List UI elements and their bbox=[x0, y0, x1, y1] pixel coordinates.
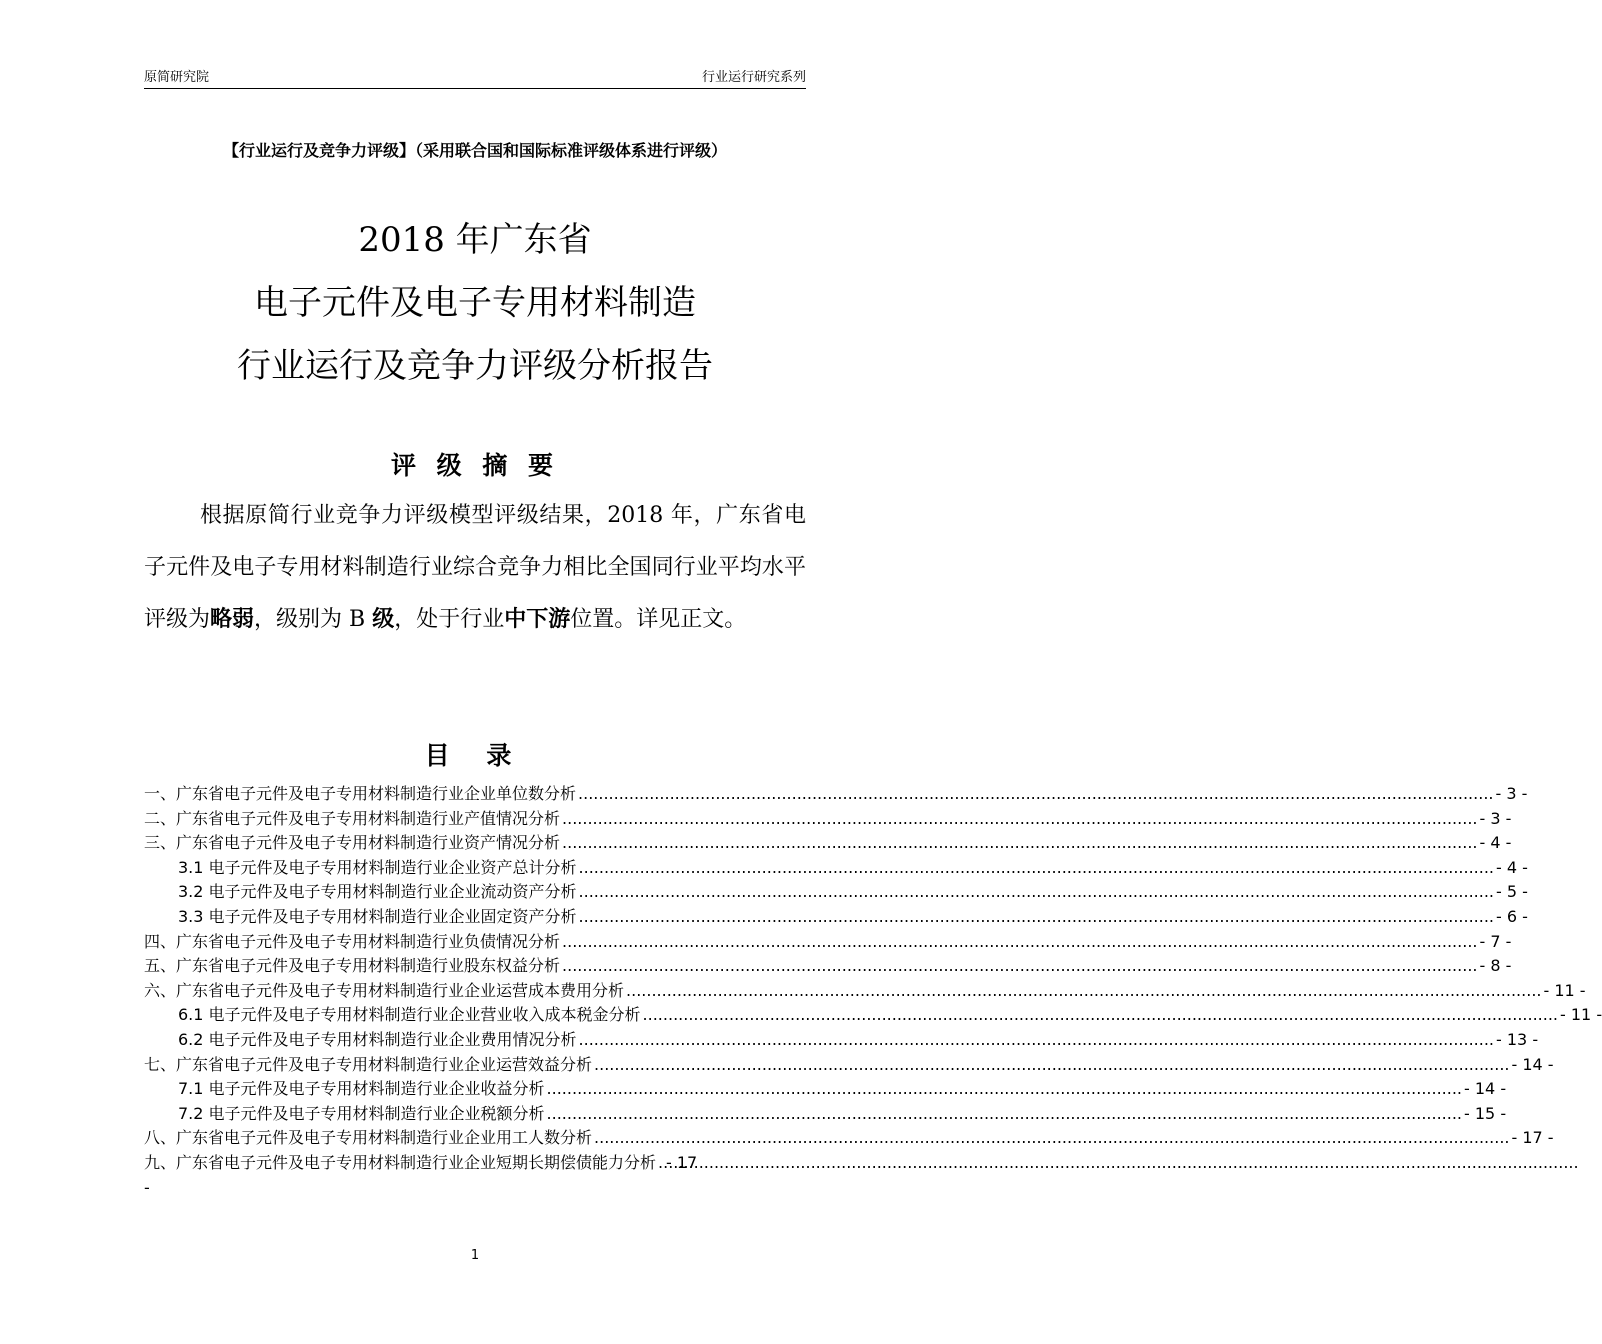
title-line-3: 行业运行及竞争力评级分析报告 bbox=[237, 346, 713, 386]
toc-item[interactable]: 六、广东省电子元件及电子专用材料制造行业企业运营成本费用分析 ..... - 11 - bbox=[144, 979, 806, 1004]
toc-item[interactable]: 3.1 电子元件及电子专用材料制造行业企业资产总计分析 ..... - 4 - bbox=[144, 856, 806, 881]
abstract-text-1: 根据原简行业竞争力评级模型评级结果，2018 年，广东省电子元件及电子专用材料制造行业综合竞争力相比全国同行业平均水平评级为 bbox=[144, 503, 806, 632]
toc-page: - 14 - bbox=[1511, 1054, 1554, 1074]
page-number: 1 bbox=[470, 1248, 480, 1263]
title-line-1: 2018 年广东省 bbox=[358, 220, 592, 260]
table-of-contents bbox=[144, 782, 1602, 1200]
toc-page: - 17 bbox=[666, 1152, 698, 1172]
abstract-heading: 评 级 摘 要 bbox=[390, 451, 560, 480]
toc-item[interactable]: 7.1 电子元件及电子专用材料制造行业企业收益分析 ..... - 14 - bbox=[144, 1077, 806, 1102]
toc-leader bbox=[594, 1053, 1509, 1078]
toc-item[interactable]: 九、广东省电子元件及电子专用材料制造行业企业短期长期偿债能力分析 ..... . - 17 bbox=[144, 1151, 806, 1176]
toc-leader bbox=[562, 954, 1477, 979]
toc-leader bbox=[578, 782, 1493, 807]
toc-page: - 6 - bbox=[1496, 906, 1528, 926]
header-series: 行业运行研究系列 bbox=[701, 70, 806, 85]
toc-page: - 5 - bbox=[1496, 882, 1528, 902]
toc-page: - 15 - bbox=[1464, 1103, 1507, 1123]
page-header bbox=[144, 66, 806, 89]
toc-page: - 7 - bbox=[1479, 931, 1512, 951]
toc-leader: ..... . bbox=[658, 1151, 664, 1176]
toc-item[interactable]: 二、广东省电子元件及电子专用材料制造行业产值情况分析 ..... - 3 - bbox=[144, 807, 806, 832]
abstract-paragraph bbox=[144, 490, 806, 646]
toc-leader bbox=[626, 979, 1541, 1004]
toc-leader bbox=[562, 807, 1477, 832]
toc-leader bbox=[547, 1102, 1462, 1127]
toc-page: - 11 - bbox=[1560, 1005, 1602, 1025]
abstract-rating: 略弱 bbox=[210, 607, 255, 632]
toc-leader bbox=[643, 1003, 1558, 1028]
toc-leader bbox=[562, 930, 1477, 955]
toc-item[interactable]: 3.3 电子元件及电子专用材料制造行业企业固定资产分析 ..... - 6 - bbox=[144, 905, 806, 930]
toc-leader bbox=[579, 880, 1494, 905]
toc-page: - 4 - bbox=[1496, 857, 1528, 877]
toc-item[interactable]: 6.1 电子元件及电子专用材料制造行业企业营业收入成本税金分析 ..... - 11 - bbox=[144, 1003, 806, 1028]
toc-item[interactable]: 五、广东省电子元件及电子专用材料制造行业股东权益分析 ..... - 8 - bbox=[144, 954, 806, 979]
abstract-text-4: 位置。详见正文。 bbox=[570, 607, 747, 632]
toc-page: - 14 - bbox=[1464, 1079, 1507, 1099]
header-org: 原简研究院 bbox=[144, 70, 210, 85]
toc-item[interactable]: 四、广东省电子元件及电子专用材料制造行业负债情况分析 ..... - 7 - bbox=[144, 930, 806, 955]
toc-page: - 11 - bbox=[1543, 980, 1586, 1000]
title-line-2: 电子元件及电子专用材料制造 bbox=[254, 283, 696, 323]
toc-item[interactable]: 三、广东省电子元件及电子专用材料制造行业资产情况分析 ..... - 4 - bbox=[144, 831, 806, 856]
toc-heading: 目 录 bbox=[424, 741, 526, 770]
toc-leader bbox=[579, 856, 1494, 881]
abstract-position: 中下游 bbox=[504, 607, 571, 632]
abstract-level: 级 bbox=[372, 607, 395, 632]
toc-item[interactable]: 一、广东省电子元件及电子专用材料制造行业企业单位数分析 ..... - 3 - bbox=[144, 782, 806, 807]
toc-page: - 8 - bbox=[1479, 956, 1512, 976]
toc-item[interactable]: 八、广东省电子元件及电子专用材料制造行业企业用工人数分析 ..... - 17 - bbox=[144, 1126, 806, 1151]
toc-item[interactable]: 七、广东省电子元件及电子专用材料制造行业企业运营效益分析 ..... - 14 - bbox=[144, 1053, 806, 1078]
toc-page-tail: - bbox=[144, 1177, 150, 1197]
toc-page: - 13 - bbox=[1496, 1029, 1539, 1049]
toc-leader bbox=[547, 1077, 1462, 1102]
toc-item[interactable]: 7.2 电子元件及电子专用材料制造行业企业税额分析 ..... - 15 - bbox=[144, 1102, 806, 1127]
toc-leader bbox=[594, 1126, 1509, 1151]
toc-page: - 3 - bbox=[1479, 808, 1512, 828]
abstract-text-2: ，级别为 B bbox=[254, 607, 373, 632]
toc-page: - 17 - bbox=[1511, 1128, 1554, 1148]
toc-item[interactable]: 6.2 电子元件及电子专用材料制造行业企业费用情况分析 ..... - 13 - bbox=[144, 1028, 806, 1053]
toc-leader bbox=[579, 1028, 1494, 1053]
abstract-text-3: ，处于行业 bbox=[394, 607, 505, 632]
toc-page: - 4 - bbox=[1479, 833, 1512, 853]
toc-leader bbox=[562, 831, 1477, 856]
toc-leader bbox=[579, 905, 1494, 930]
toc-item[interactable]: 3.2 电子元件及电子专用材料制造行业企业流动资产分析 ..... - 5 - bbox=[144, 880, 806, 905]
rating-tagline: 【行业运行及竞争力评级】（采用联合国和国际标准评级体系进行评级） bbox=[222, 141, 727, 160]
toc-page: - 3 - bbox=[1495, 784, 1528, 803]
